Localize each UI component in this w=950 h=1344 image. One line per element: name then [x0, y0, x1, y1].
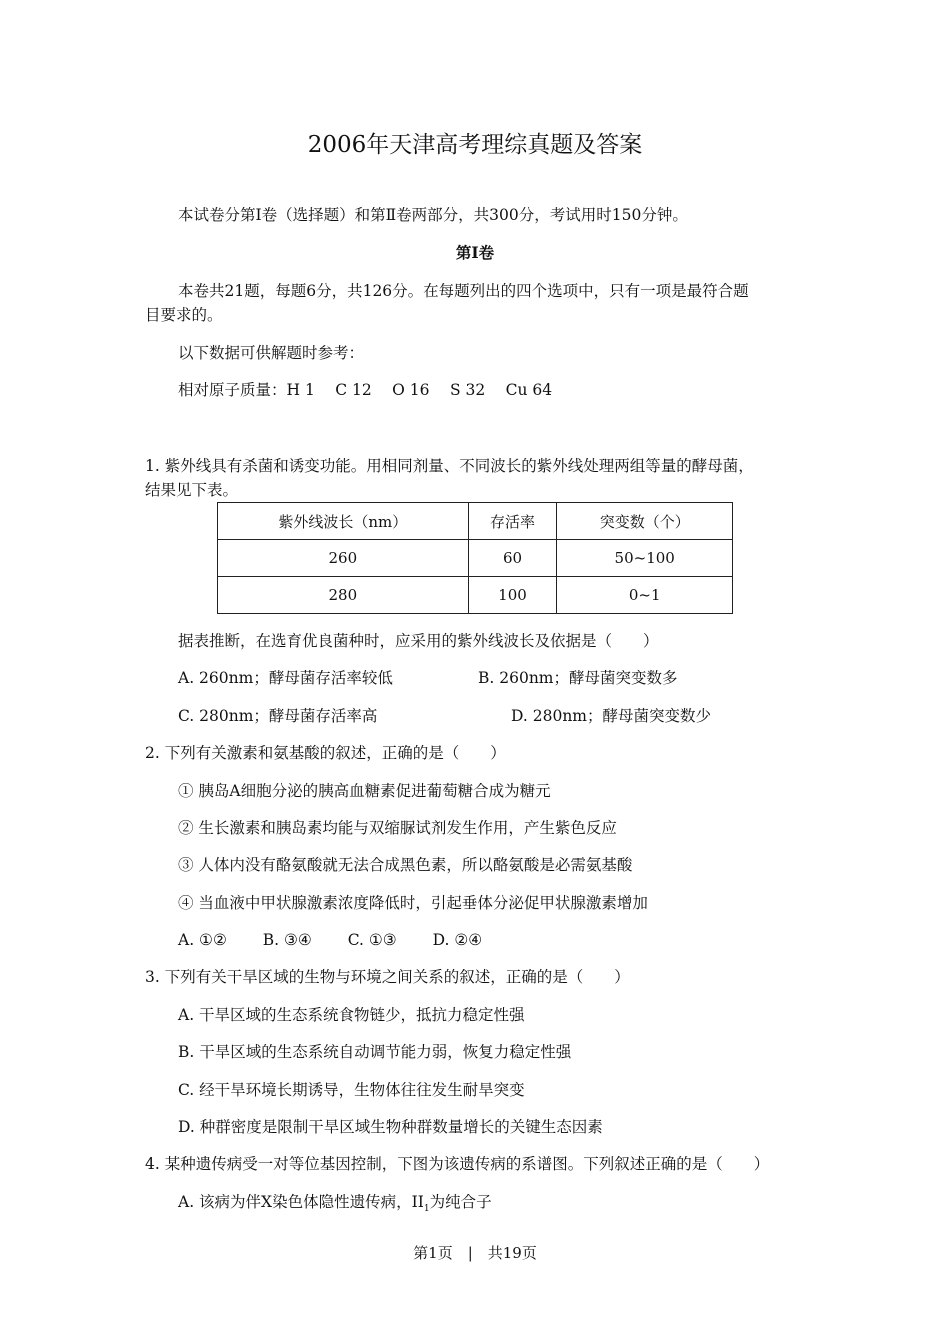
table-cell: 60: [468, 540, 557, 577]
table-header-cell: 突变数（个）: [557, 503, 733, 540]
table-cell: 260: [218, 540, 469, 577]
q1-stem-line-1: 1. 紫外线具有杀菌和诱变功能。用相同剂量、不同波长的紫外线处理两组等量的酵母菌，: [145, 457, 754, 475]
q1-option-a: A. 260nm；酵母菌存活率较低: [178, 669, 393, 687]
table-cell: 50~100: [557, 540, 733, 577]
q3-option: B. 干旱区域的生态系统自动调节能力弱，恢复力稳定性强: [178, 1043, 572, 1061]
q2-item: ④ 当血液中甲状腺激素浓度降低时，引起垂体分泌促甲状腺激素增加: [178, 894, 648, 912]
table-cell: 0~1: [557, 577, 733, 614]
q4-stem: 4. 某种遗传病受一对等位基因控制，下图为该遗传病的系谱图。下列叙述正确的是（ ）: [145, 1155, 770, 1173]
q4-option-a-text-end: 为纯合子: [429, 1193, 492, 1211]
q3-option: A. 干旱区域的生态系统食物链少，抵抗力稳定性强: [178, 1006, 525, 1024]
table-header-cell: 存活率: [468, 503, 557, 540]
q1-stem-line-2: 结果见下表。: [145, 481, 239, 499]
exam-intro: 本试卷分第Ⅰ卷（选择题）和第Ⅱ卷两部分，共300分，考试用时150分钟。: [178, 206, 688, 224]
instructions-line-1: 本卷共21题，每题6分，共126分。在每题列出的四个选项中，只有一项是最符合题: [178, 282, 749, 300]
atomic-masses: 相对原子质量：H 1 C 12 O 16 S 32 Cu 64: [178, 381, 553, 399]
section-title: 第Ⅰ卷: [455, 243, 495, 262]
table-cell: 100: [468, 577, 557, 614]
results-table: [217, 502, 733, 614]
q1-option-b: B. 260nm；酵母菌突变数多: [478, 669, 678, 687]
table-cell: 280: [218, 577, 469, 614]
q2-item: ② 生长激素和胰岛素均能与双缩脲试剂发生作用，产生紫色反应: [178, 819, 617, 837]
table-row: [218, 577, 733, 614]
instructions-line-2: 目要求的。: [145, 306, 223, 324]
document-title: 2006年天津高考理综真题及答案: [307, 132, 643, 158]
q4-option-a-text: A. 该病为伴X染色体隐性遗传病，II: [178, 1193, 424, 1211]
q3-option: C. 经干旱环境长期诱导，生物体往往发生耐旱突变: [178, 1081, 525, 1099]
q1-option-c: C. 280nm；酵母菌存活率高: [178, 707, 378, 725]
table-header-cell: 紫外线波长（nm）: [218, 503, 469, 540]
page-footer: 第1页 | 共19页: [413, 1244, 537, 1262]
q4-option-a-subscript: 1: [423, 1204, 430, 1215]
q1-option-d: D. 280nm；酵母菌突变数少: [511, 707, 711, 725]
table-header-row: [218, 503, 733, 540]
q2-options: A. ①② B. ③④ C. ①③ D. ②④: [178, 931, 483, 949]
q4-option-a: [178, 1191, 492, 1220]
reference-note: 以下数据可供解题时参考：: [178, 344, 365, 362]
q1-question: 据表推断，在选育优良菌种时，应采用的紫外线波长及依据是（ ）: [178, 632, 659, 650]
q3-option: D. 种群密度是限制干旱区域生物种群数量增长的关键生态因素: [178, 1118, 603, 1136]
q2-item: ① 胰岛A细胞分泌的胰高血糖素促进葡萄糖合成为糖元: [178, 782, 551, 800]
q3-stem: 3. 下列有关干旱区域的生物与环境之间关系的叙述，正确的是（ ）: [145, 968, 630, 986]
q2-stem: 2. 下列有关激素和氨基酸的叙述，正确的是（ ）: [145, 744, 506, 762]
table-row: [218, 540, 733, 577]
q2-item: ③ 人体内没有酪氨酸就无法合成黑色素，所以酪氨酸是必需氨基酸: [178, 856, 633, 874]
